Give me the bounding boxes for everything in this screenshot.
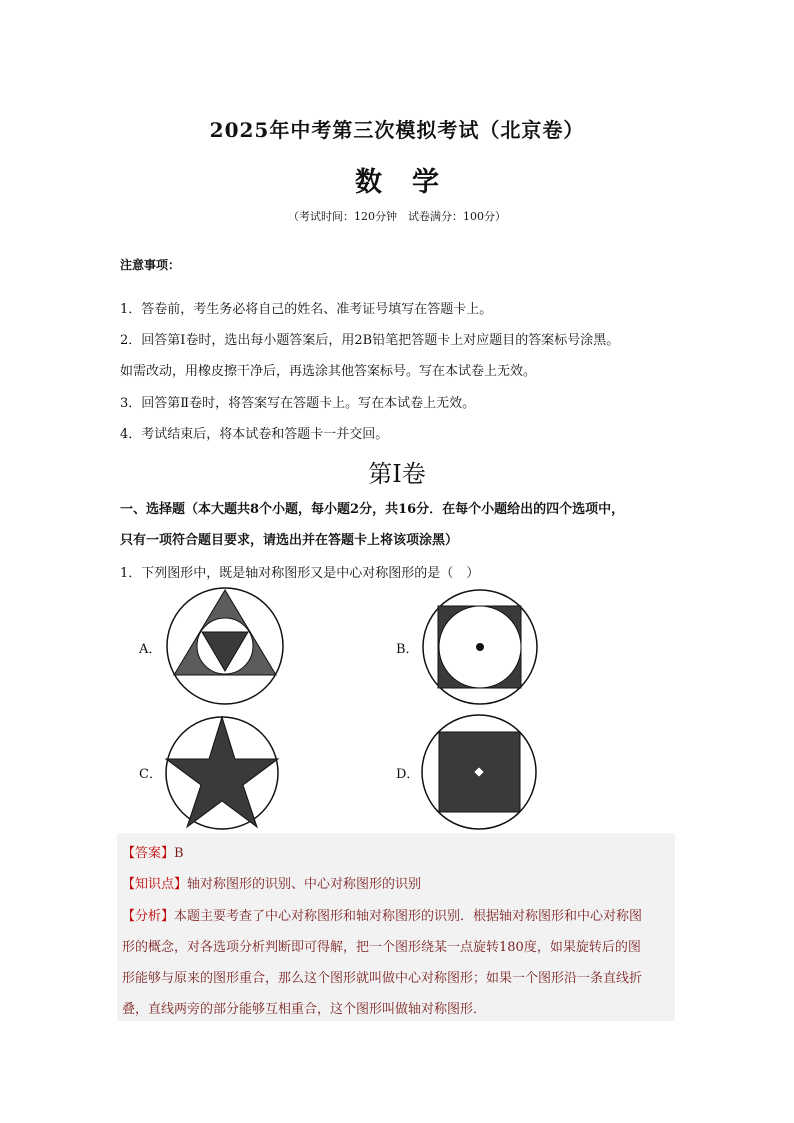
section-title: 第Ⅰ卷 xyxy=(368,460,426,488)
notice-line-3: 3．回答第Ⅱ卷时，将答案写在答题卡上。写在本试卷上无效。 xyxy=(120,396,476,411)
notice-heading: 注意事项： xyxy=(120,258,181,272)
exam-title: 2025年中考第三次模拟考试（北京卷） xyxy=(209,118,585,142)
option-c-figure[interactable] xyxy=(162,715,284,831)
analysis-text-1: 本题主要考查了中心对称图形和轴对称图形的识别．根据轴对称图形和中心对称图 xyxy=(174,909,643,924)
notice-line-2: 2．回答第Ⅰ卷时，选出每小题答案后，用2B铅笔把答题卡上对应题目的答案标号涂黑。 xyxy=(120,333,620,348)
notice-line-1: 1．答卷前，考生务必将自己的姓名、准考证号填写在答题卡上。 xyxy=(120,302,493,317)
knowledge-tag: 【知识点】 xyxy=(122,877,188,892)
notice-line-2-cont: 如需改动，用橡皮擦干净后，再选涂其他答案标号。写在本试卷上无效。 xyxy=(120,364,537,379)
analysis-line-1 xyxy=(122,905,642,924)
answer-line xyxy=(122,842,184,861)
analysis-text-2: 形的概念，对各选项分析判断即可得解，把一个图形绕某一点旋转180度，如果旋转后的图 xyxy=(122,940,641,955)
question-1-text: 1．下列图形中，既是轴对称图形又是中心对称图形的是（ ） xyxy=(120,566,480,581)
option-a-label[interactable]: A． xyxy=(139,642,162,657)
answer-panel xyxy=(117,833,675,1021)
part-instruction-1: 一、选择题（本大题共8个小题，每小题2分，共16分．在每个小题给出的四个选项中， xyxy=(120,502,625,517)
option-c-label[interactable]: C． xyxy=(139,767,162,782)
subject-title: 数学 xyxy=(355,167,469,198)
knowledge-value: 轴对称图形的识别、中心对称图形的识别 xyxy=(187,877,422,892)
option-d-label[interactable]: D． xyxy=(396,767,420,782)
part-instruction-2: 只有一项符合题目要求，请选出并在答题卡上将该项涂黑） xyxy=(120,533,459,548)
notice-line-4: 4．考试结束后，将本试卷和答题卡一并交回。 xyxy=(120,427,389,442)
option-b-figure[interactable] xyxy=(419,587,541,707)
answer-tag: 【答案】 xyxy=(122,846,175,861)
option-d-figure[interactable] xyxy=(421,712,541,832)
option-b-label[interactable]: B． xyxy=(396,642,419,657)
knowledge-line xyxy=(122,873,421,892)
answer-value: B xyxy=(174,846,184,861)
analysis-text-3: 形能够与原来的图形重合，那么这个图形就叫做中心对称图形；如果一个图形沿一条直线折 xyxy=(122,971,643,986)
option-a-figure[interactable] xyxy=(164,585,286,707)
analysis-tag: 【分析】 xyxy=(122,909,175,924)
analysis-text-4: 叠，直线两旁的部分能够互相重合，这个图形叫做轴对称图形． xyxy=(122,1002,487,1017)
exam-meta: （考试时间：120分钟 试卷满分：100分） xyxy=(288,210,506,223)
